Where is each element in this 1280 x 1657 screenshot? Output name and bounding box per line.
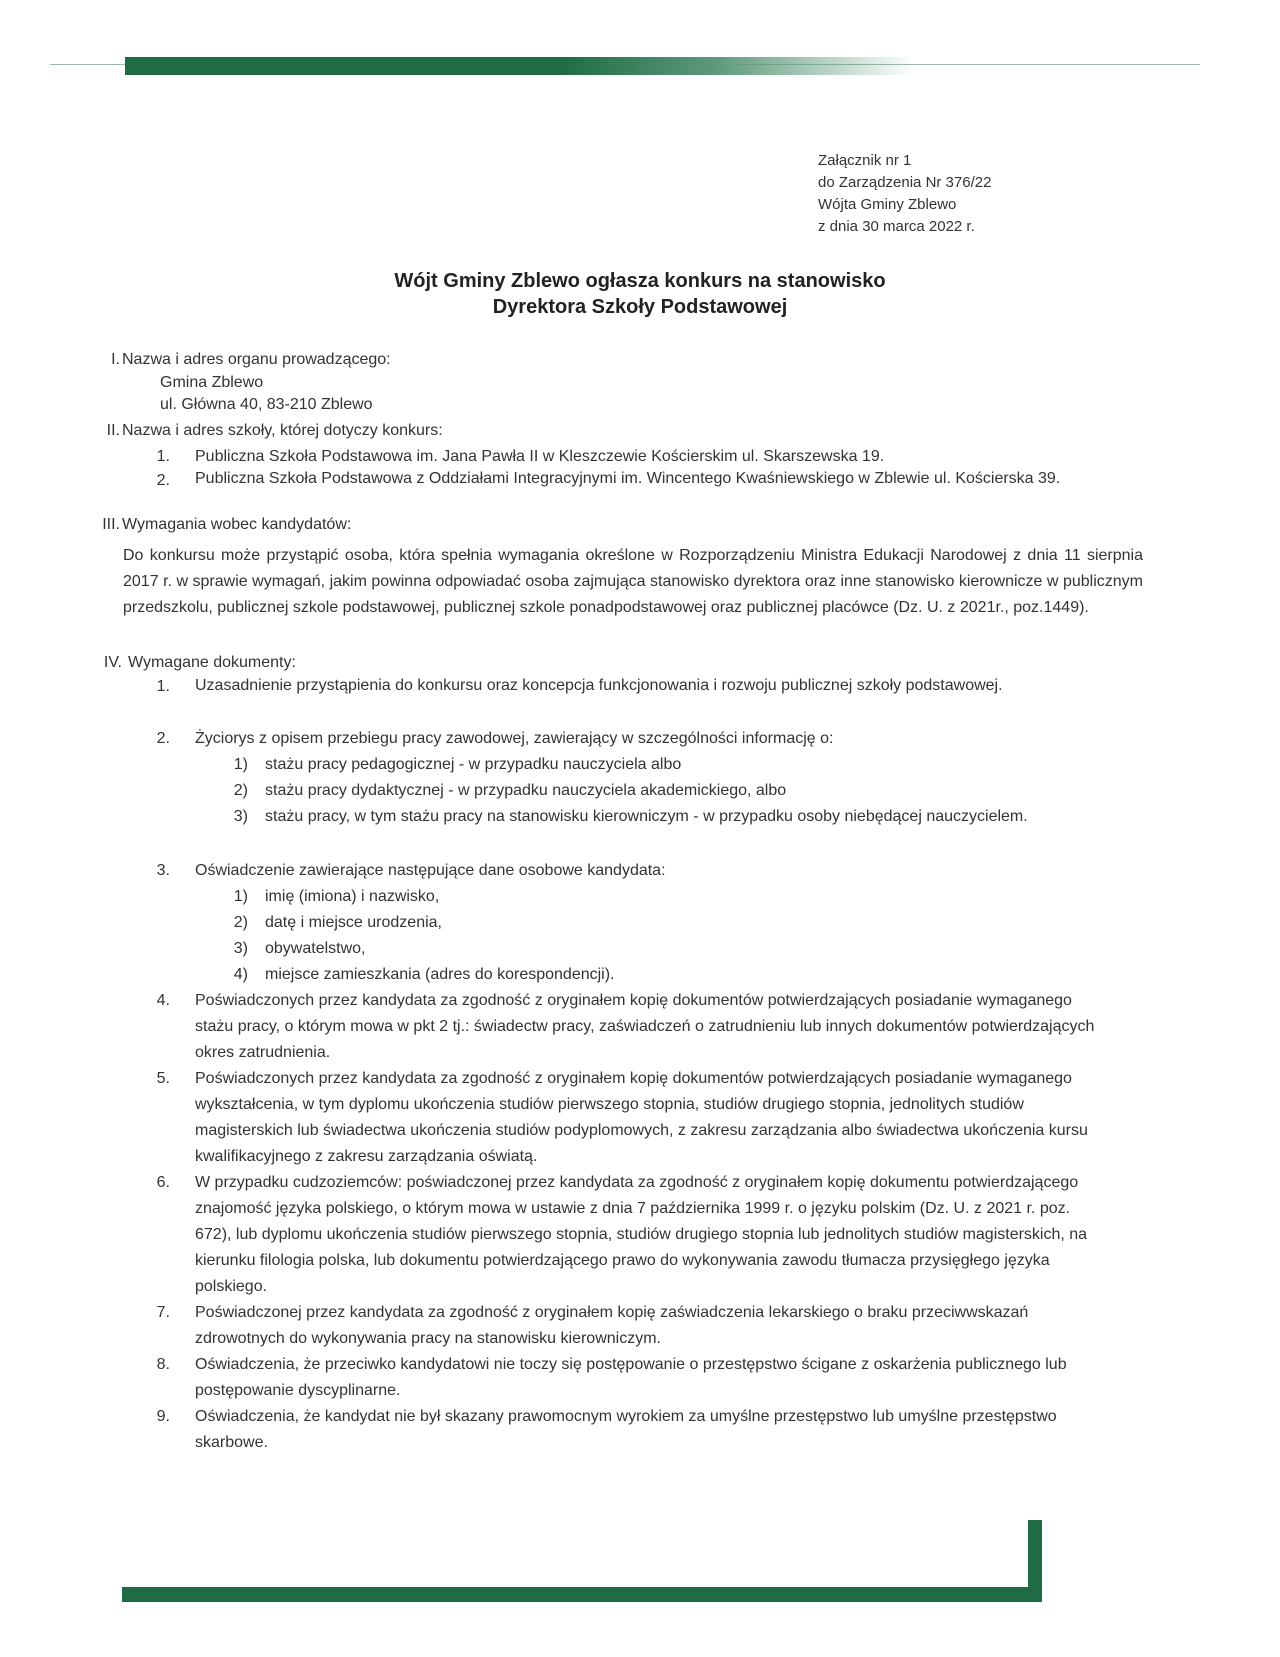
organ-address: ul. Główna 40, 83-210 Zblewo	[160, 396, 373, 413]
section-number: II.	[106, 422, 120, 439]
sub-item: stażu pracy pedagogicznej - w przypadku nauczyciela albo	[265, 756, 682, 773]
sub-item-number: 2)	[233, 782, 248, 799]
annex-block	[818, 150, 1118, 238]
organ-name: Gmina Zblewo	[160, 374, 264, 391]
section-heading: Wymagane dokumenty:	[128, 654, 296, 671]
list-item-number: 5.	[156, 1070, 170, 1087]
sub-item-number: 1)	[233, 888, 248, 905]
list-item-number: 9.	[156, 1408, 170, 1425]
list-item-number: 6.	[156, 1174, 170, 1191]
footer-green-band	[122, 1587, 1042, 1602]
document-item: Uzasadnienie przystąpienia do konkursu oraz koncepcja funkcjonowania i rozwoju publicznej szkoły podstawowej.	[195, 677, 1003, 694]
sub-item-number: 3)	[233, 808, 248, 825]
sub-item: miejsce zamieszkania (adres do korespondencji).	[265, 966, 615, 983]
list-item-number: 2.	[156, 472, 170, 489]
header-green-band	[125, 57, 915, 75]
section-number: III.	[102, 516, 120, 533]
list-item-number: 7.	[156, 1304, 170, 1321]
school-item: Publiczna Szkoła Podstawowa im. Jana Pawła II w Kleszczewie Kościerskim ul. Skarszewska 19.	[195, 448, 885, 465]
section-heading: Nazwa i adres organu prowadzącego:	[122, 351, 391, 368]
document-item: Poświadczonej przez kandydata za zgodność z oryginałem kopię zaświadczenia lekarskiego o braku przeciwwskazań zdrowotnych do wykonywania pracy na stanowisku kierowniczym.	[195, 1304, 1029, 1347]
sub-item: stażu pracy, w tym stażu pracy na stanowisku kierowniczym - w przypadku osoby niebędącej nauczycielem.	[265, 808, 1028, 825]
sub-item-number: 2)	[233, 914, 248, 931]
list-item-number: 8.	[156, 1356, 170, 1373]
list-item-number: 1.	[156, 678, 170, 695]
sub-item: imię (imiona) i nazwisko,	[265, 888, 440, 905]
document-title	[200, 268, 1080, 320]
annex-line: z dnia 30 marca 2022 r.	[818, 218, 975, 235]
requirements-paragraph: Do konkursu może przystąpić osoba, która spełnia wymagania określone w Rozporządzeniu Ministra Edukacji Narodowej z dnia 11 sierpnia 2017 r. w sprawie wymagań, jakim powinna odpowiadać osoba zajmująca stanowisko dyrektora oraz inne stanowisko kierownicze w publicznym przedszkolu, publicznej szkole podstawowej, publicznej szkole ponadpodstawowej oraz publicznej placówce (Dz. U. z 2021r., poz.1449).	[123, 547, 1143, 616]
document-item: W przypadku cudzoziemców: poświadczonej przez kandydata za zgodność z oryginałem kopię dokumentu potwierdzającego znajomość języka polskiego, o którym mowa w ustawie z dnia 7 października 1999 r. o języku polskim (Dz. U. z 2021 r. poz. 672), lub dyplomu ukończenia studiów pierwszego stopnia, studiów drugiego stopnia lub jednolitych studiów magisterskich, na kierunku filologia polska, lub dokumentu potwierdzającego prawo do wykonywania zawodu tłumacza przysięgłego języka polskiego.	[195, 1174, 1088, 1295]
title-line: Wójt Gminy Zblewo ogłasza konkurs na stanowisko	[394, 270, 886, 292]
document-item: Poświadczonych przez kandydata za zgodność z oryginałem kopię dokumentów potwierdzających posiadanie wymaganego stażu pracy, o którym mowa w pkt 2 tj.: świadectw pracy, zaświadczeń o zatrudnieniu lub innych dokumentów potwierdzających okres zatrudnienia.	[195, 992, 1095, 1061]
sub-item-number: 1)	[233, 756, 248, 773]
list-item-number: 2.	[156, 730, 170, 747]
annex-line: Załącznik nr 1	[818, 152, 912, 169]
title-line: Dyrektora Szkoły Podstawowej	[492, 296, 788, 318]
document-item: Oświadczenia, że kandydat nie był skazany prawomocnym wyrokiem za umyślne przestępstwo lub umyślne przestępstwo skarbowe.	[195, 1408, 1057, 1451]
sub-item: datę i miejsce urodzenia,	[265, 914, 442, 931]
annex-line: Wójta Gminy Zblewo	[818, 196, 957, 213]
section-heading: Nazwa i adres szkoły, której dotyczy konkurs:	[122, 422, 443, 439]
list-item-number: 4.	[156, 992, 170, 1009]
sub-item: stażu pracy dydaktycznej - w przypadku nauczyciela akademickiego, albo	[265, 782, 787, 799]
list-item-number: 3.	[156, 862, 170, 879]
document-item: Oświadczenia, że przeciwko kandydatowi nie toczy się postępowanie o przestępstwo ścigane z oskarżenia publicznego lub postępowanie dyscyplinarne.	[195, 1356, 1067, 1399]
sub-item: obywatelstwo,	[265, 940, 366, 957]
sub-item-number: 3)	[233, 940, 248, 957]
school-item: Publiczna Szkoła Podstawowa z Oddziałami Integracyjnymi im. Wincentego Kwaśniewskiego w Zblewie ul. Kościerska 39.	[195, 470, 1061, 487]
sub-item-number: 4)	[233, 966, 248, 983]
section-number: IV.	[103, 654, 122, 671]
list-item-number: 1.	[156, 448, 170, 465]
document-item: Poświadczonych przez kandydata za zgodność z oryginałem kopię dokumentów potwierdzających posiadanie wymaganego wykształcenia, w tym dyplomu ukończenia studiów pierwszego stopnia, studiów drugiego stopnia, jednolitych studiów magisterskich lub świadectwa ukończenia studiów podyplomowych, z zakresu zarządzania albo świadectwa ukończenia kursu kwalifikacyjnego z zakresu zarządzania oświatą.	[195, 1070, 1088, 1165]
section-heading: Wymagania wobec kandydatów:	[122, 516, 352, 533]
document-item: Życiorys z opisem przebiegu pracy zawodowej, zawierający w szczególności informację o:	[195, 730, 834, 747]
annex-line: do Zarządzenia Nr 376/22	[818, 174, 992, 191]
document-item: Oświadczenie zawierające następujące dane osobowe kandydata:	[195, 862, 666, 879]
section-number: I.	[111, 351, 120, 368]
